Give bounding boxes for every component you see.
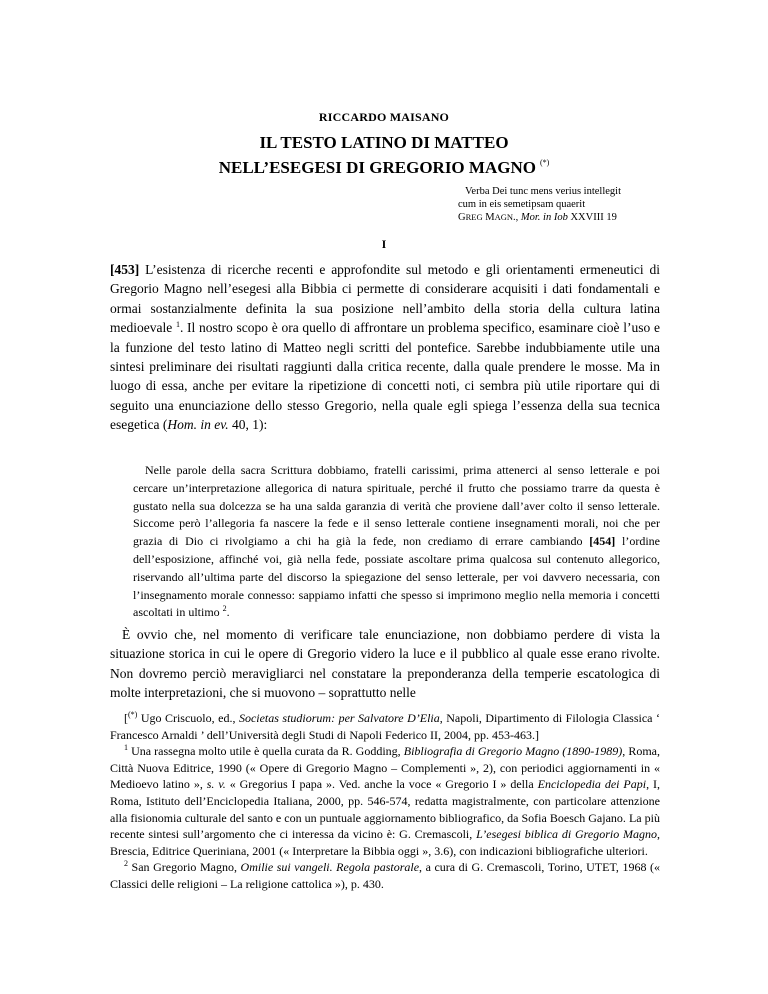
title-footnote-mark: (*)	[539, 158, 550, 167]
footnote-ref-1: 1	[175, 320, 180, 330]
page-number-marker: [454]	[589, 534, 616, 549]
title-line-2	[0, 153, 768, 178]
epigraph-source: GREG MAGN., Mor. in Iob XXVIII 19	[458, 212, 617, 223]
footnote-ref-2: 2	[222, 604, 227, 614]
block-quote: Nelle parole della sacra Scrittura dobbiamo, fratelli carissimi, prima attenerci al senso letterale e poi cercare un’interpretazione allegorica di natura spirituale, perché il frutto che possiamo trarre da questa è gustato nella sua dolcezza se ha una salda garanzia di verità che proviene dall’aver colto il senso letterale. Siccome però l’allegoria fa nascere la fede e il senso letterale contiene insegnamenti morali, noi che per grazia di Dio ci rivolgiamo a chi ha già la fede, non crediamo di errare cambiando [454] l’ordine dell’esposizione, affinché voi, già nella fede, possiate ascoltare prima qualcosa sul contenuto allegorico, riservando all’ultima parte del discorso la spiegazione del senso letterale, per voi davvero necessaria, con l’insegnamento morale connesso: sappiamo infatti che spesso si imprimono meglio nella memoria i concetti ascoltati in ultimo $^2$.	[133, 463, 660, 620]
paragraph-2: È ovvio che, nel momento di verificare tale enunciazione, non dobbiamo perdere di vista la situazione storica in cui le opere di Gregorio videro la luce e il pubblico al quale esse erano rivolte. Non dovremo perciò meravigliarci nel constatare la preponderanza della temperie escatologica di molte interpretazioni, che si muovono – soprattutto nelle	[110, 627, 660, 701]
author-name: RICCARDO MAISANO	[318, 110, 450, 124]
footnote-2: $^2$ San Gregorio Magno, Omilie sui vangeli. Regola pastorale, a cura di G. Cremascoli, Torino, UTET, 1968 (« Classici delle religioni – La religione cattolica »), p. 430.	[110, 859, 660, 891]
epigraph	[458, 185, 738, 224]
section-heading: I	[381, 237, 387, 251]
footnote-star: [(*) Ugo Criscuolo, ed., Societas studiorum: per Salvatore D’Elia, Napoli, Dipartimento di Filologia Classica ‘ Francesco Arnaldi ’ dell’Università degli Studi di Napoli Federico II, 2004, pp. 453-463.]	[110, 710, 660, 742]
title-line-2-text: NELL’ESEGESI DI GREGORIO MAGNO	[218, 158, 536, 177]
title-line-1: IL TESTO LATINO DI MATTEO	[259, 133, 509, 152]
article-title	[0, 133, 768, 178]
footnote-1: $^1$ Una rassegna molto utile è quella curata da R. Godding, Bibliografia di Gregorio Magno (1890-1989), Roma, Città Nuova Editrice, 1990 (« Opere di Gregorio Magno – Complementi », 2), con periodici aggiornamenti in « Medioevo latino », s. v. « Gregorius I papa ». Ved. anche la voce « Gregorio I » della Enciclopedia dei Papi, I, Roma, Istituto dell’Enciclopedia Italiana, 2000, pp. 546-574, redatta magistralmente, con particolare attenzione alla fisionomia culturale del santo e con un puntuale aggiornamento bibliografico, da Sofia Boesch Gajano. La più recente sintesi sull’argomento che ci interessa da vicino è: G. Cremascoli, L’esegesi biblica di Gregorio Magno, Brescia, Editrice Queriniana, 2001 (« Interpretare la Bibbia oggi », 3.6), con indicazioni bibliografiche ulteriori.	[110, 743, 661, 858]
citation-work: Hom. in ev.	[167, 417, 229, 433]
paragraph-1: [453] L’esistenza di ricerche recenti e approfondite sul metodo e gli orientamenti ermeneutici di Gregorio Magno nell’esegesi alla Bibbia ci permette di considerare acquisiti i dati fondamentali e ormai sostanzialmente definita la sua posizione nell’ambito della storia della cultura latina medioevale $^1$. Il nostro scopo è ora quello di affrontare un problema specifico, esaminare cioè l’uso e la funzione del testo latino di Matteo negli scritti del pontefice. Sarebbe indubbiamente utile una sintesi preliminare dei risultati raggiunti dalla critica recente, dalla quale prendere le mosse. Ma in luogo di essa, anche per evitare la ripetizione di concetti noti, ci sembra più utile riportare qui di seguito una enunciazione dello stesso Gregorio, nella quale egli spiega l’essenza della sua tecnica esegetica (Hom. in ev. 40, 1):	[110, 262, 660, 433]
epigraph-line-1: Verba Dei tunc mens verius intellegit	[465, 186, 621, 197]
footnotes	[110, 710, 660, 893]
epigraph-source-work: Mor. in Iob	[520, 212, 568, 223]
page-number-marker: [453]	[110, 262, 140, 277]
epigraph-line-2: cum in eis semetipsam quaerit	[458, 199, 586, 210]
